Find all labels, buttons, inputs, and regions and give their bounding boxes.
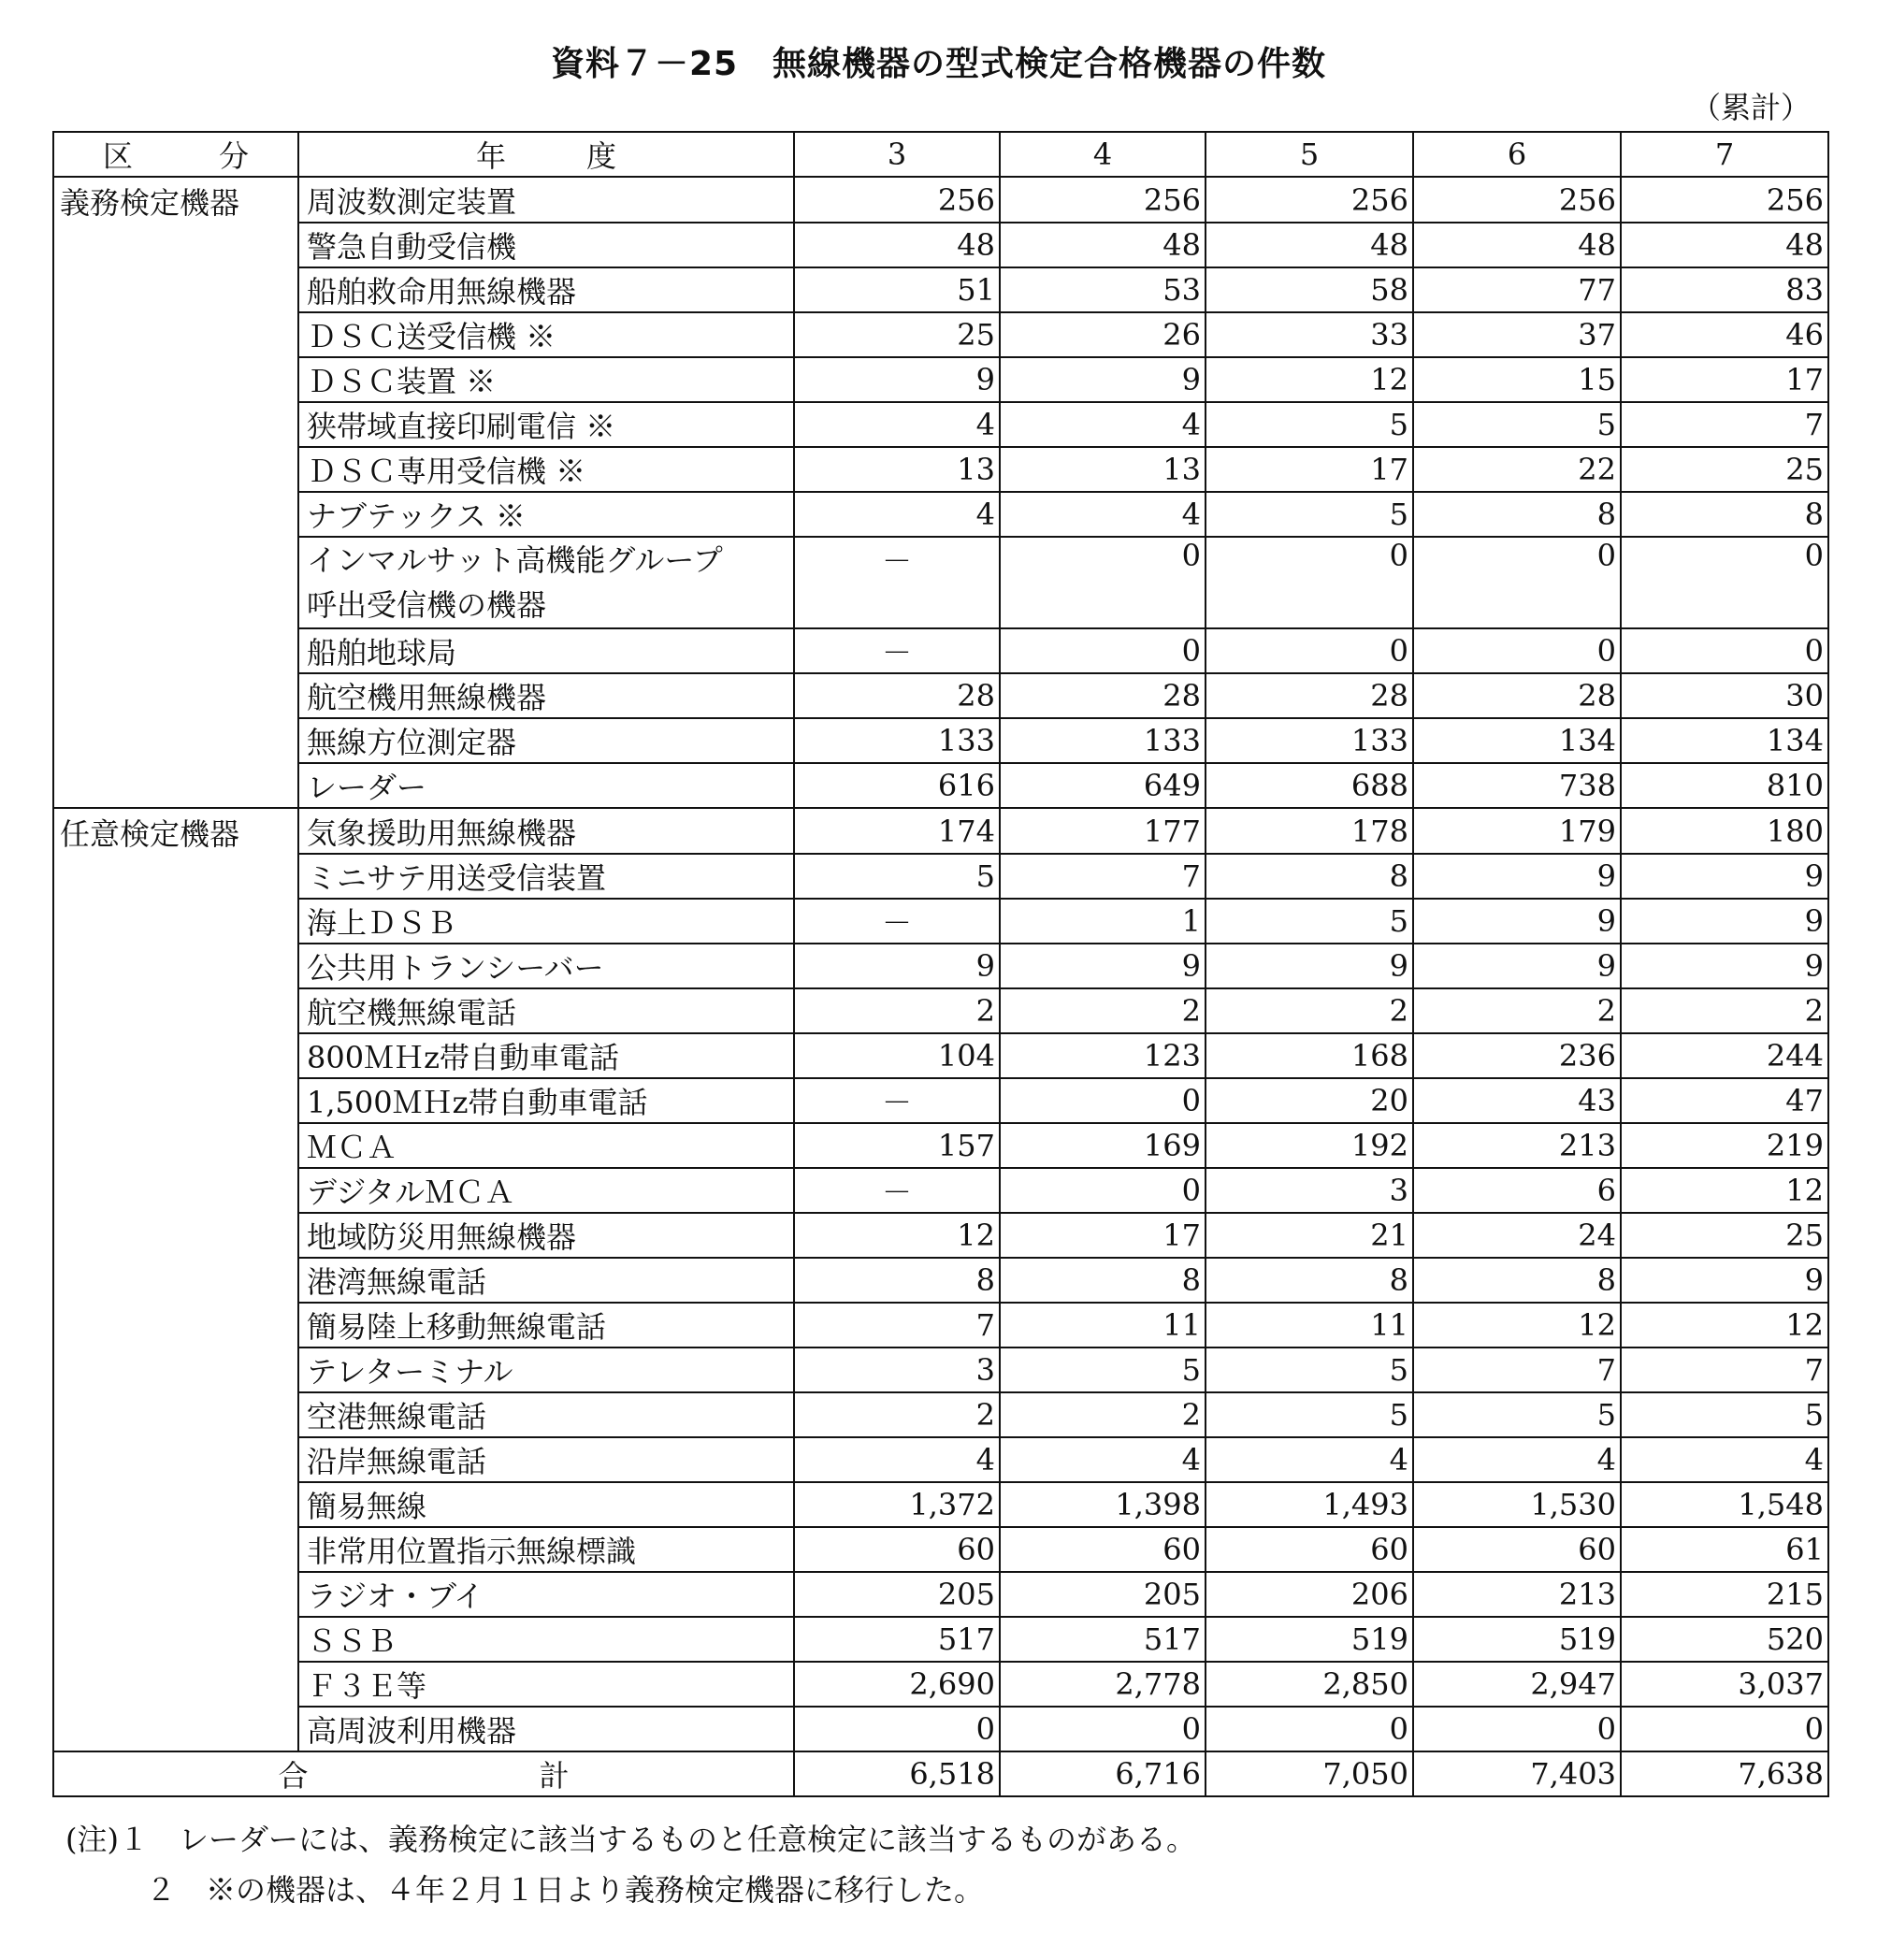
value-cell: 7 [1000, 854, 1206, 899]
value-cell: 9 [1621, 899, 1828, 944]
value-cell: 123 [1000, 1033, 1206, 1078]
value-cell: 0 [1621, 537, 1828, 628]
value-cell: 0 [1000, 1078, 1206, 1123]
item-name: 沿岸無線電話 [298, 1437, 794, 1482]
value-cell: 13 [1000, 447, 1206, 492]
category-cell [53, 267, 298, 312]
table-row [53, 628, 1828, 673]
table-row [53, 1572, 1828, 1617]
value-cell: 0 [1621, 628, 1828, 673]
value-cell: 46 [1621, 312, 1828, 357]
item-name: ＤＳＣ専用受信機 ※ [298, 447, 794, 492]
value-cell: 520 [1621, 1617, 1828, 1662]
table-row [53, 1392, 1828, 1437]
value-cell: 5 [1413, 402, 1621, 447]
value-cell: 738 [1413, 763, 1621, 808]
value-cell: 7 [1621, 1348, 1828, 1392]
data-table [52, 131, 1829, 1797]
value-cell: 12 [1206, 357, 1413, 402]
value-cell: 133 [794, 718, 1000, 763]
value-cell: 5 [1206, 1392, 1413, 1437]
value-cell: 4 [794, 1437, 1000, 1482]
table-row [53, 1662, 1828, 1707]
value-cell: 2 [1000, 988, 1206, 1033]
value-cell: 0 [1000, 1168, 1206, 1213]
category-label: 任意検定機器 [53, 808, 298, 854]
value-cell: 9 [1413, 944, 1621, 988]
category-cell [53, 1213, 298, 1258]
table-row [53, 1213, 1828, 1258]
value-cell: 48 [1621, 223, 1828, 267]
value-cell: 256 [1206, 177, 1413, 223]
value-cell: 8 [1206, 1258, 1413, 1303]
value-cell: 9 [1621, 854, 1828, 899]
value-cell: 4 [1621, 1437, 1828, 1482]
value-cell: － [794, 537, 1000, 628]
value-cell: 0 [794, 1707, 1000, 1751]
table-body [53, 177, 1828, 1751]
value-cell: 20 [1206, 1078, 1413, 1123]
value-cell: 4 [1206, 1437, 1413, 1482]
item-name: 地域防災用無線機器 [298, 1213, 794, 1258]
value-cell: 256 [1621, 177, 1828, 223]
value-cell: 9 [794, 944, 1000, 988]
table-row [53, 1348, 1828, 1392]
value-cell: 178 [1206, 808, 1413, 854]
category-cell [53, 1572, 298, 1617]
value-cell: 133 [1206, 718, 1413, 763]
item-name: 無線方位測定器 [298, 718, 794, 763]
value-cell: 5 [794, 854, 1000, 899]
table-row [53, 899, 1828, 944]
category-cell [53, 1078, 298, 1123]
item-name: 非常用位置指示無線標識 [298, 1527, 794, 1572]
value-cell: 213 [1413, 1123, 1621, 1168]
table-row [53, 1617, 1828, 1662]
value-cell: 30 [1621, 673, 1828, 718]
table-row [53, 1033, 1828, 1078]
value-cell: 60 [1206, 1527, 1413, 1572]
table-row [53, 312, 1828, 357]
item-name: テレターミナル [298, 1348, 794, 1392]
footnote-2: ２ ※の機器は、４年２月１日より義務検定機器に移行した。 [146, 1872, 985, 1908]
table-row [53, 1437, 1828, 1482]
value-cell: 168 [1206, 1033, 1413, 1078]
value-cell: 256 [794, 177, 1000, 223]
table-row [53, 1303, 1828, 1348]
value-cell: 2 [1206, 988, 1413, 1033]
footnote-1: (注)１ レーダーには、義務検定に該当するものと任意検定に該当するものがある。 [65, 1822, 1196, 1857]
value-cell: 2,690 [794, 1662, 1000, 1707]
total-value: 7,050 [1206, 1751, 1413, 1796]
value-cell: 26 [1000, 312, 1206, 357]
total-label: 合 計 [53, 1751, 794, 1796]
value-cell: 256 [1000, 177, 1206, 223]
header-year-7: 7 [1621, 132, 1828, 177]
value-cell: 48 [1206, 223, 1413, 267]
value-cell: 616 [794, 763, 1000, 808]
category-cell [53, 1168, 298, 1213]
value-cell: 205 [1000, 1572, 1206, 1617]
value-cell: 192 [1206, 1123, 1413, 1168]
item-name: ＤＳＣ装置 ※ [298, 357, 794, 402]
value-cell: － [794, 1078, 1000, 1123]
value-cell: 519 [1413, 1617, 1621, 1662]
category-cell [53, 1258, 298, 1303]
value-cell: 0 [1621, 1707, 1828, 1751]
value-cell: 61 [1621, 1527, 1828, 1572]
value-cell: 22 [1413, 447, 1621, 492]
item-name: 簡易無線 [298, 1482, 794, 1527]
value-cell: 3,037 [1621, 1662, 1828, 1707]
item-name: レーダー [298, 763, 794, 808]
value-cell: 12 [1621, 1303, 1828, 1348]
value-cell: 28 [794, 673, 1000, 718]
unit-label: （累計） [1691, 90, 1812, 125]
value-cell: 688 [1206, 763, 1413, 808]
item-name: 狭帯域直接印刷電信 ※ [298, 402, 794, 447]
value-cell: 134 [1413, 718, 1621, 763]
value-cell: 24 [1413, 1213, 1621, 1258]
value-cell: 8 [1206, 854, 1413, 899]
value-cell: 205 [794, 1572, 1000, 1617]
header-row [53, 132, 1828, 177]
item-name: ＭＣＡ [298, 1123, 794, 1168]
table-row [53, 223, 1828, 267]
value-cell: 1,548 [1621, 1482, 1828, 1527]
footnotes [65, 1814, 1196, 1915]
value-cell: 104 [794, 1033, 1000, 1078]
category-cell [53, 402, 298, 447]
value-cell: 17 [1000, 1213, 1206, 1258]
category-cell [53, 1303, 298, 1348]
category-cell [53, 944, 298, 988]
value-cell: 236 [1413, 1033, 1621, 1078]
header-year-3: 3 [794, 132, 1000, 177]
header-year: 年 度 [298, 132, 794, 177]
table-row [53, 267, 1828, 312]
value-cell: 2,947 [1413, 1662, 1621, 1707]
value-cell: 48 [794, 223, 1000, 267]
value-cell: 28 [1206, 673, 1413, 718]
value-cell: 60 [1413, 1527, 1621, 1572]
value-cell: 25 [1621, 447, 1828, 492]
value-cell: 9 [1621, 944, 1828, 988]
item-name: Ｆ３Ｅ等 [298, 1662, 794, 1707]
table-row [53, 492, 1828, 537]
item-name: デジタルＭＣＡ [298, 1168, 794, 1213]
value-cell: 4 [794, 492, 1000, 537]
value-cell: 5 [1206, 402, 1413, 447]
value-cell: 9 [1000, 944, 1206, 988]
value-cell: 5 [1206, 492, 1413, 537]
table-row [53, 718, 1828, 763]
value-cell: 11 [1000, 1303, 1206, 1348]
category-cell [53, 447, 298, 492]
value-cell: 0 [1413, 537, 1621, 628]
value-cell: 519 [1206, 1617, 1413, 1662]
item-name: ＤＳＣ送受信機 ※ [298, 312, 794, 357]
value-cell: 21 [1206, 1213, 1413, 1258]
value-cell: 215 [1621, 1572, 1828, 1617]
table-row [53, 763, 1828, 808]
value-cell: 9 [1413, 854, 1621, 899]
value-cell: － [794, 899, 1000, 944]
value-cell: 4 [794, 402, 1000, 447]
table-row [53, 1707, 1828, 1751]
category-label: 義務検定機器 [53, 177, 298, 223]
value-cell: 8 [1000, 1258, 1206, 1303]
item-name: ＳＳＢ [298, 1617, 794, 1662]
value-cell: 48 [1413, 223, 1621, 267]
value-cell: 48 [1000, 223, 1206, 267]
value-cell: 43 [1413, 1078, 1621, 1123]
value-cell: 51 [794, 267, 1000, 312]
category-cell [53, 1348, 298, 1392]
category-cell [53, 763, 298, 808]
value-cell: 5 [1413, 1392, 1621, 1437]
item-name: 航空機用無線機器 [298, 673, 794, 718]
value-cell: 3 [794, 1348, 1000, 1392]
value-cell: 12 [794, 1213, 1000, 1258]
value-cell: 11 [1206, 1303, 1413, 1348]
value-cell: 12 [1413, 1303, 1621, 1348]
item-name: 船舶地球局 [298, 628, 794, 673]
value-cell: 28 [1000, 673, 1206, 718]
value-cell: 7 [1621, 402, 1828, 447]
value-cell: 60 [1000, 1527, 1206, 1572]
value-cell: 8 [1413, 492, 1621, 537]
table-row [53, 447, 1828, 492]
value-cell: 2 [1000, 1392, 1206, 1437]
value-cell: 2 [1621, 988, 1828, 1033]
item-name: 800ＭＨz帯自動車電話 [298, 1033, 794, 1078]
value-cell: 9 [1621, 1258, 1828, 1303]
item-name: 簡易陸上移動無線電話 [298, 1303, 794, 1348]
category-cell [53, 673, 298, 718]
table-row [53, 854, 1828, 899]
value-cell: 9 [1413, 899, 1621, 944]
value-cell: 28 [1413, 673, 1621, 718]
category-cell [53, 537, 298, 628]
total-value: 7,638 [1621, 1751, 1828, 1796]
table-row [53, 673, 1828, 718]
value-cell: 9 [1206, 944, 1413, 988]
value-cell: 256 [1413, 177, 1621, 223]
value-cell: 1,530 [1413, 1482, 1621, 1527]
category-cell [53, 1617, 298, 1662]
value-cell: 0 [1000, 1707, 1206, 1751]
value-cell: 134 [1621, 718, 1828, 763]
value-cell: 58 [1206, 267, 1413, 312]
table-row [53, 537, 1828, 628]
value-cell: 1,493 [1206, 1482, 1413, 1527]
table-row [53, 1123, 1828, 1168]
header-year-4: 4 [1000, 132, 1206, 177]
value-cell: 13 [794, 447, 1000, 492]
category-cell [53, 718, 298, 763]
value-cell: 177 [1000, 808, 1206, 854]
item-name: 航空機無線電話 [298, 988, 794, 1033]
value-cell: 0 [1206, 628, 1413, 673]
value-cell: － [794, 1168, 1000, 1213]
header-division: 区 分 [53, 132, 298, 177]
item-name: ラジオ・ブイ [298, 1572, 794, 1617]
value-cell: 4 [1413, 1437, 1621, 1482]
total-value: 6,716 [1000, 1751, 1206, 1796]
table-row [53, 177, 1828, 223]
value-cell: 517 [1000, 1617, 1206, 1662]
value-cell: 6 [1413, 1168, 1621, 1213]
value-cell: 8 [1413, 1258, 1621, 1303]
item-name: 海上ＤＳＢ [298, 899, 794, 944]
value-cell: 649 [1000, 763, 1206, 808]
category-cell [53, 1123, 298, 1168]
value-cell: 4 [1000, 492, 1206, 537]
category-cell [53, 1033, 298, 1078]
value-cell: 5 [1206, 1348, 1413, 1392]
category-cell [53, 357, 298, 402]
value-cell: 0 [1206, 1707, 1413, 1751]
category-cell [53, 1662, 298, 1707]
total-row [53, 1751, 1828, 1796]
value-cell: 9 [1000, 357, 1206, 402]
category-cell [53, 899, 298, 944]
value-cell: 53 [1000, 267, 1206, 312]
table-row [53, 357, 1828, 402]
value-cell: 174 [794, 808, 1000, 854]
table-row [53, 988, 1828, 1033]
value-cell: 1,398 [1000, 1482, 1206, 1527]
value-cell: 9 [794, 357, 1000, 402]
value-cell: 2,850 [1206, 1662, 1413, 1707]
item-name: 警急自動受信機 [298, 223, 794, 267]
item-name: 空港無線電話 [298, 1392, 794, 1437]
value-cell: 0 [1413, 628, 1621, 673]
item-name: 高周波利用機器 [298, 1707, 794, 1751]
category-cell [53, 854, 298, 899]
table-row [53, 1258, 1828, 1303]
item-name: 港湾無線電話 [298, 1258, 794, 1303]
value-cell: 5 [1000, 1348, 1206, 1392]
value-cell: 4 [1000, 1437, 1206, 1482]
category-cell [53, 988, 298, 1033]
value-cell: 7 [1413, 1348, 1621, 1392]
value-cell: 25 [1621, 1213, 1828, 1258]
value-cell: 12 [1621, 1168, 1828, 1213]
table-row [53, 1168, 1828, 1213]
value-cell: 133 [1000, 718, 1206, 763]
value-cell: 17 [1621, 357, 1828, 402]
value-cell: 1,372 [794, 1482, 1000, 1527]
value-cell: 77 [1413, 267, 1621, 312]
value-cell: 37 [1413, 312, 1621, 357]
header-year-5: 5 [1206, 132, 1413, 177]
category-cell [53, 492, 298, 537]
category-cell [53, 628, 298, 673]
table-row [53, 808, 1828, 854]
value-cell: 15 [1413, 357, 1621, 402]
value-cell: 25 [794, 312, 1000, 357]
value-cell: 0 [1000, 537, 1206, 628]
item-name: 公共用トランシーバー [298, 944, 794, 988]
value-cell: 213 [1413, 1572, 1621, 1617]
category-cell [53, 1482, 298, 1527]
value-cell: 47 [1621, 1078, 1828, 1123]
total-value: 7,403 [1413, 1751, 1621, 1796]
value-cell: 8 [794, 1258, 1000, 1303]
value-cell: 7 [794, 1303, 1000, 1348]
table-row [53, 944, 1828, 988]
value-cell: 5 [1206, 899, 1413, 944]
value-cell: 157 [794, 1123, 1000, 1168]
value-cell: 244 [1621, 1033, 1828, 1078]
item-name: ナブテックス ※ [298, 492, 794, 537]
value-cell: 0 [1206, 537, 1413, 628]
value-cell: 2 [1413, 988, 1621, 1033]
item-name: 船舶救命用無線機器 [298, 267, 794, 312]
value-cell: 3 [1206, 1168, 1413, 1213]
value-cell: 206 [1206, 1572, 1413, 1617]
item-name: 1,500ＭＨz帯自動車電話 [298, 1078, 794, 1123]
item-name: 気象援助用無線機器 [298, 808, 794, 854]
table-row [53, 1527, 1828, 1572]
page-title: 資料７－25 無線機器の型式検定合格機器の件数 [550, 45, 1327, 83]
category-cell [53, 312, 298, 357]
value-cell: － [794, 628, 1000, 673]
category-cell [53, 1392, 298, 1437]
item-name-line: インマルサット高機能グループ [307, 542, 723, 578]
item-name-line: 呼出受信機の機器 [307, 587, 547, 623]
value-cell: 8 [1621, 492, 1828, 537]
value-cell: 2,778 [1000, 1662, 1206, 1707]
header-year-6: 6 [1413, 132, 1621, 177]
value-cell: 2 [794, 988, 1000, 1033]
table-row [53, 402, 1828, 447]
value-cell: 17 [1206, 447, 1413, 492]
value-cell: 2 [794, 1392, 1000, 1437]
value-cell: 83 [1621, 267, 1828, 312]
value-cell: 0 [1000, 628, 1206, 673]
value-cell: 33 [1206, 312, 1413, 357]
table-row [53, 1482, 1828, 1527]
value-cell: 0 [1413, 1707, 1621, 1751]
value-cell: 60 [794, 1527, 1000, 1572]
total-value: 6,518 [794, 1751, 1000, 1796]
value-cell: 180 [1621, 808, 1828, 854]
category-cell [53, 1437, 298, 1482]
value-cell: 179 [1413, 808, 1621, 854]
item-name: ミニサテ用送受信装置 [298, 854, 794, 899]
value-cell: 4 [1000, 402, 1206, 447]
item-name [298, 537, 794, 628]
item-name: 周波数測定装置 [298, 177, 794, 223]
value-cell: 219 [1621, 1123, 1828, 1168]
value-cell: 5 [1621, 1392, 1828, 1437]
value-cell: 169 [1000, 1123, 1206, 1168]
category-cell [53, 1707, 298, 1751]
category-cell [53, 223, 298, 267]
value-cell: 517 [794, 1617, 1000, 1662]
category-cell [53, 1527, 298, 1572]
value-cell: 1 [1000, 899, 1206, 944]
table-row [53, 1078, 1828, 1123]
value-cell: 810 [1621, 763, 1828, 808]
